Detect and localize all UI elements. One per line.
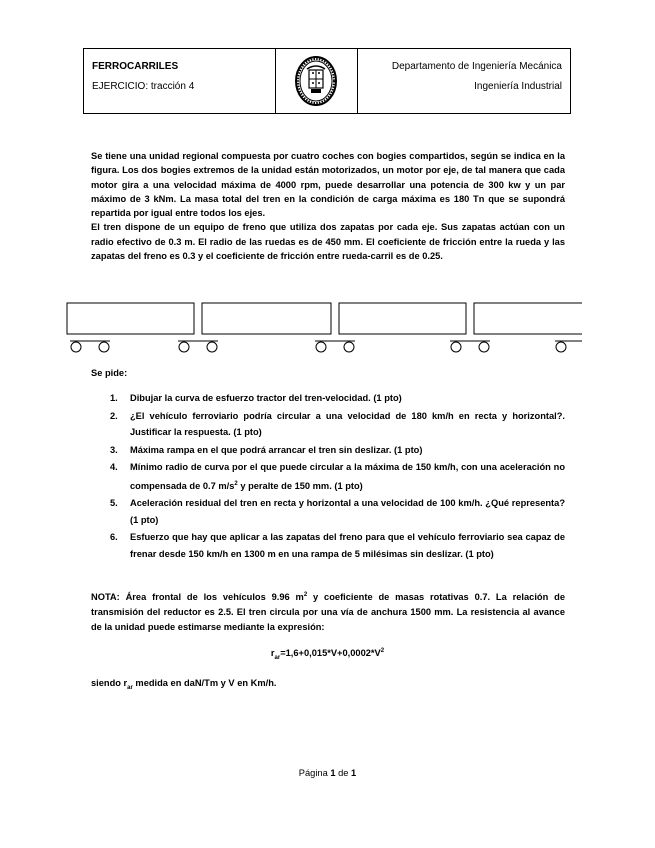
statement-paragraph: Se tiene una unidad regional compuesta por cuatro coches con bogies compartidos, según se indica en la figura. Los dos bogies extremos de la unidad están motorizados, un motor por eje, de tal manera que cada motor gira a una velocidad máxima de 4000 rpm, puede desarrollar una potencia de 300 kw y un par máximo de 3 kNm. La masa total del tren en la condición de carga máxima es 180 Tn que se supondrá repartida por igual entre todos los ejes. [91,151,565,219]
problem-statement [91,149,565,263]
list-item: 1. Dibujar la curva de esfuerzo tractor del tren-velocidad. (1 pto) [110,393,402,403]
list-item: 3. Máxima rampa en el que podrá arrancar el tren sin deslizar. (1 pto) [110,444,423,455]
wheel [451,342,461,352]
formula-units-note: siendo $r_{ar}$ medida en daN/Tm y V en Km/h. [91,678,277,691]
department-label: Departamento de Ingeniería Mecánica [391,61,562,72]
list-item: 2. ¿El vehículo ferroviario podría circular a una velocidad de 180 km/h en recta y horizontal?. Justificar la respuesta. (1 pto) [110,410,565,437]
wheel [207,342,217,352]
resistance-formula: $r_{ar}=1,6+0,015*V+0,0002*V^2$ [270,648,385,661]
page-footer: Página 1 de 1 [298,768,357,778]
wheel [344,342,354,352]
university-seal-icon [294,55,338,107]
header-table [83,48,571,114]
wheel [71,342,81,352]
wheel [179,342,189,352]
nota-paragraph: NOTA: Área frontal de los vehículos 9.96 $m^2$ y coeficiente de masas rotativas 0.7. La relación de transmisión del reductor es 2.5. El tren circula por una vía de anchura 1500 mm. La resistencia al avance de la unidad puede estimarse mediante la expresión: [91,592,565,633]
questions-list [91,390,565,563]
header-right-cell [357,49,570,113]
wheel [99,342,109,352]
car-1 [67,303,194,334]
car-2 [202,303,331,334]
list-item: 4. Mínimo radio de curva por el que puede circular a la máxima de 150 km/h, con una aceleración no compensada de 0.7 $m/s^2$ y peralte de 150 mm. (1 pto) [110,462,565,491]
exercise-label: EJERCICIO: tracción 4 [92,81,195,92]
wheel [556,342,566,352]
wheel [479,342,489,352]
school-label: Ingeniería Industrial [474,81,562,92]
list-item: 5. Aceleración residual del tren en recta y horizontal a una velocidad de 100 km/h. ¿Qué representa? (1 pto) [110,498,565,525]
train-figure [62,302,582,354]
car-3 [339,303,466,334]
course-title: FERROCARRILES [92,61,179,72]
se-pide-heading: Se pide: [91,368,128,378]
wheel [316,342,326,352]
header-logo-cell [275,49,358,113]
car-4 [474,303,582,334]
statement-paragraph: El tren dispone de un equipo de freno que utiliza dos zapatas por cada eje. Sus zapatas actúan con un radio efectivo de 0.3 m. El radio de las ruedas es de 450 mm. El coeficiente de fricción entre la rueda y las zapatas del freno es 0.3 y el coeficiente de fricción entre rueda-carril es de 0.25. [91,222,565,262]
list-item: 6. Esfuerzo que hay que aplicar a las zapatas del freno para que el vehículo ferroviario sea capaz de frenar desde 150 km/h en 1300 m en una rampa de 5 milésimas sin deslizar. (1 pto) [110,532,565,559]
header-left-cell [84,49,276,113]
